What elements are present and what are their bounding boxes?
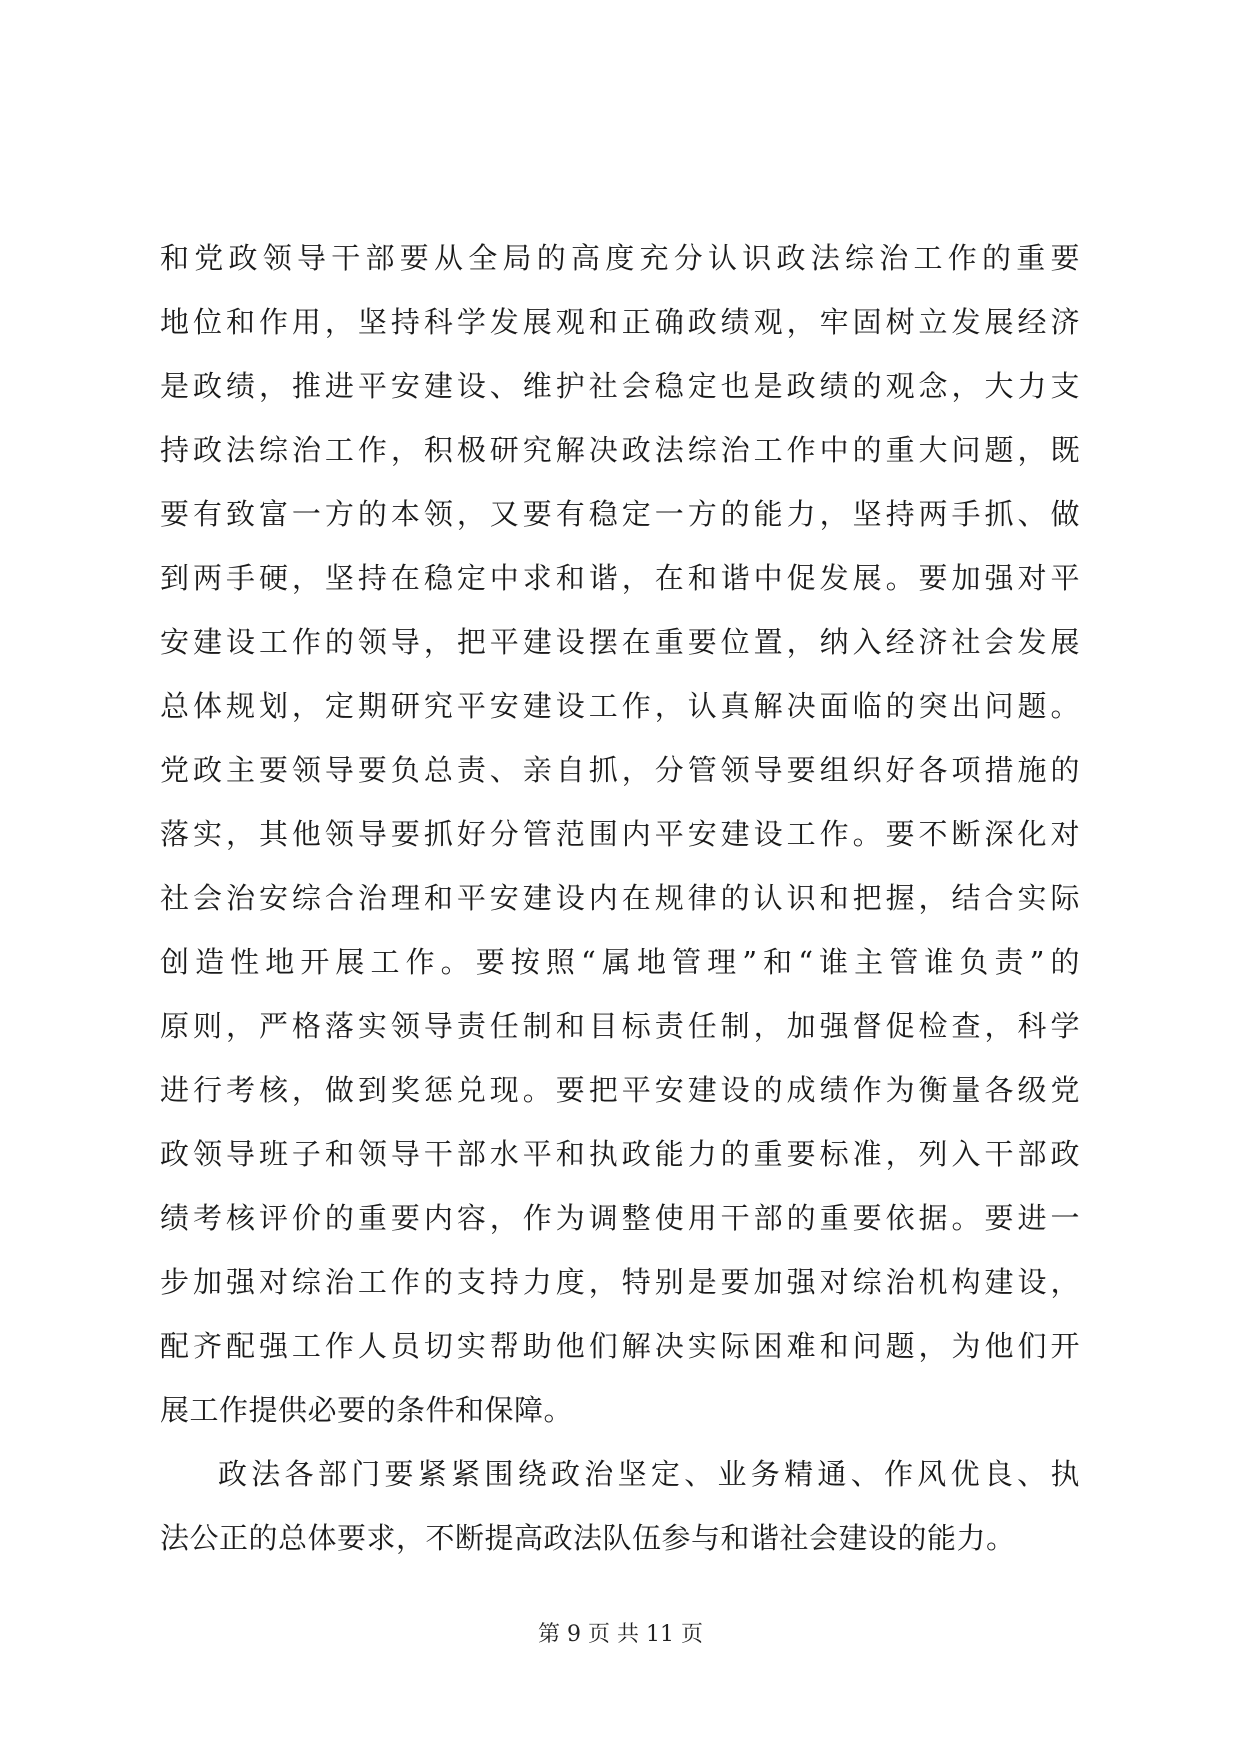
text-line: 步加强对综治工作的支持力度，特别是要加强对综治机构建设， [160,1265,1080,1299]
text-line: 配齐配强工作人员切实帮助他们解决实际困难和问题，为他们开 [160,1329,1080,1363]
document-body [160,226,1080,1570]
text-line: 展工作提供必要的条件和保障。 [160,1393,574,1427]
page-number-footer: 第 9 页 共 11 页 [538,1622,703,1647]
text-line: 安建设工作的领导，把平建设摆在重要位置，纳入经济社会发展 [160,625,1080,659]
text-line: 要有致富一方的本领，又要有稳定一方的能力，坚持两手抓、做 [160,497,1080,531]
text-line: 政法各部门要紧紧围绕政治坚定、业务精通、作风优良、执 [218,1457,1080,1491]
text-line: 和党政领导干部要从全局的高度充分认识政法综治工作的重要 [160,241,1080,275]
paragraph-2 [160,1442,1080,1570]
text-line: 法公正的总体要求，不断提高政法队伍参与和谐社会建设的能力。 [160,1521,1016,1555]
text-line: 创造性地开展工作。要按照“属地管理”和“谁主管谁负责”的 [160,945,1080,979]
text-line: 政领导班子和领导干部水平和执政能力的重要标准，列入干部政 [160,1137,1080,1171]
text-line: 落实，其他领导要抓好分管范围内平安建设工作。要不断深化对 [160,817,1080,851]
paragraph-1 [160,226,1080,1442]
text-line: 党政主要领导要负总责、亲自抓，分管领导要组织好各项措施的 [160,753,1080,787]
text-line: 持政法综治工作，积极研究解决政法综治工作中的重大问题，既 [160,433,1080,467]
text-line: 地位和作用，坚持科学发展观和正确政绩观，牢固树立发展经济 [160,305,1080,339]
text-line: 是政绩，推进平安建设、维护社会稳定也是政绩的观念，大力支 [160,369,1080,403]
text-line: 进行考核，做到奖惩兑现。要把平安建设的成绩作为衡量各级党 [160,1073,1080,1107]
text-line: 绩考核评价的重要内容，作为调整使用干部的重要依据。要进一 [160,1201,1080,1235]
text-line: 到两手硬，坚持在稳定中求和谐，在和谐中促发展。要加强对平 [160,561,1080,595]
text-line: 总体规划，定期研究平安建设工作，认真解决面临的突出问题。 [160,689,1080,723]
text-line: 社会治安综合治理和平安建设内在规律的认识和把握，结合实际 [160,881,1080,915]
text-line: 原则，严格落实领导责任制和目标责任制，加强督促检查，科学 [160,1009,1080,1043]
